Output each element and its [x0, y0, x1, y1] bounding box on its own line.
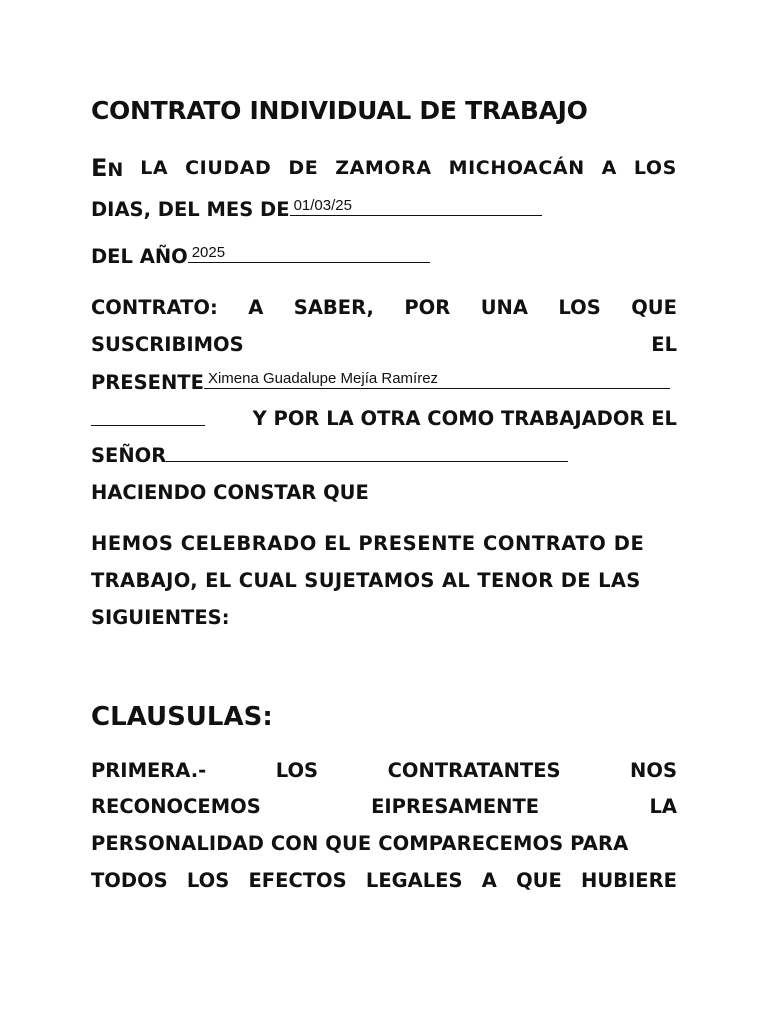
word: TODOS: [91, 869, 168, 892]
word: A: [601, 157, 617, 179]
worker-name-field[interactable]: [166, 443, 568, 462]
year-value: 2025: [191, 244, 226, 261]
celebrado-line-3: SIGUIENTES:: [91, 606, 230, 629]
word: EL: [651, 333, 677, 356]
word: UNA: [480, 296, 528, 319]
senor-line: [91, 443, 677, 468]
word: MICHOACÁN: [448, 157, 585, 179]
month-value: 01/03/25: [293, 197, 352, 214]
word: LOS: [633, 157, 677, 179]
worker-line: [91, 407, 677, 431]
primera-line-1: [91, 759, 677, 783]
year-field[interactable]: [188, 244, 430, 263]
word: NOS: [630, 759, 677, 782]
month-field[interactable]: [290, 197, 542, 216]
worker-line-text: Y POR LA OTRA COMO TRABAJADOR EL: [252, 407, 677, 430]
word: LEGALES: [365, 869, 463, 892]
employer-field[interactable]: [204, 370, 670, 389]
contract-line-1: [91, 296, 677, 320]
word: SUSCRIBIMOS: [91, 333, 244, 356]
presente-label: PRESENTE: [91, 371, 204, 394]
word: CONTRATO:: [91, 296, 218, 319]
word: A: [248, 296, 264, 319]
word: ZAMORA: [335, 157, 432, 179]
worker-prefix-blank[interactable]: [91, 407, 205, 426]
presente-line: [91, 370, 677, 395]
celebrado-line-2: TRABAJO, EL CUAL SUJETAMOS AL TENOR DE LAS: [91, 569, 641, 592]
word: PRIMERA.-: [91, 759, 207, 782]
primera-line-3: PERSONALIDAD CON QUE COMPARECEMOS PARA: [91, 832, 629, 855]
contract-line-2: [91, 333, 677, 357]
constar-line: HACIENDO CONSTAR QUE: [91, 481, 369, 504]
primera-line-4: [91, 869, 677, 893]
word: HUBIERE: [581, 869, 677, 892]
clausulas-heading: CLAUSULAS:: [91, 702, 273, 732]
word: LA: [140, 157, 169, 179]
word: POR: [404, 296, 451, 319]
word: CIUDAD: [185, 157, 272, 179]
document-title: CONTRATO INDIVIDUAL DE TRABAJO: [91, 96, 588, 125]
primera-line-2: [91, 795, 677, 819]
word: EIPRESAMENTE: [371, 795, 540, 818]
word: A: [481, 869, 497, 892]
word: QUE: [631, 296, 677, 319]
word: EFECTOS: [248, 869, 347, 892]
word: DE: [288, 157, 319, 179]
month-label: DIAS, DEL MES DE: [91, 198, 290, 221]
employer-value: Ximena Guadalupe Mejía Ramírez: [207, 370, 439, 387]
word: EN: [91, 154, 124, 182]
word: CONTRATANTES: [387, 759, 561, 782]
word: QUE: [516, 869, 562, 892]
word: RECONOCEMOS: [91, 795, 261, 818]
celebrado-line-1: HEMOS CELEBRADO EL PRESENTE CONTRATO DE: [91, 532, 645, 555]
intro-line-1: [91, 156, 677, 182]
word: LA: [649, 795, 677, 818]
word: SABER,: [293, 296, 374, 319]
year-line: [91, 244, 677, 269]
word: LOS: [275, 759, 319, 782]
word: LOS: [186, 869, 230, 892]
year-label: DEL AÑO: [91, 245, 188, 268]
senor-label: SEÑOR: [91, 444, 167, 467]
word: LOS: [558, 296, 601, 319]
intro-line-2: [91, 197, 677, 222]
